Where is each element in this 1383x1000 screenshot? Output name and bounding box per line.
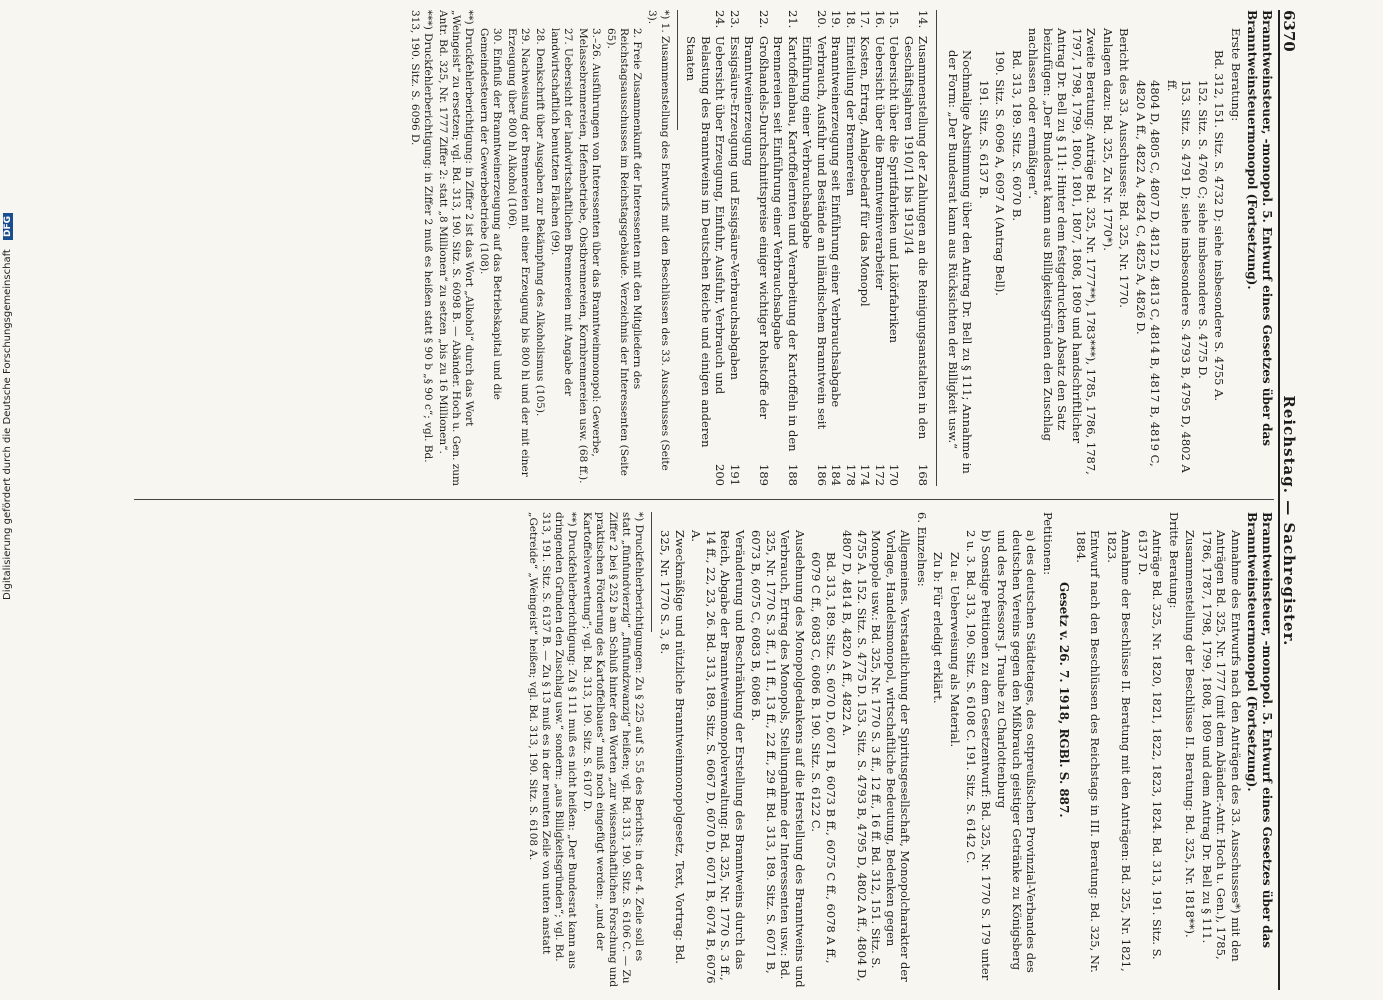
entry-line: Zweite Beratung: Anträge Bd. 325, Nr. 1777**), 1783***), 1785, 1786, 1787, 1797, 1798, 1799, 1800, 1801, 1807, 1808, 1809 und handschriftlicher Antrag Dr. Bell zu § 111: Hinter dem festgedruckten Absatz den Satz beizufügen: „Der Bundesrat kann aus Billigkeitsgründen den Zuschlag nachlassen oder ermäßigen“.: [1026, 28, 1099, 475]
entry-line: Veränderung und Beschränkung der Erstellung des Branntweins durch das Reich, Abgabe der Branntweinmonopolverwaltung: Bd. 325, Nr. 1770 S. 3 ff., 14 ff., 22, 23, 26. Bd. 313, 189. Sitz. S. 6067 D, 6070 D, 6071 B, 6074 B, 6076 A.: [689, 530, 747, 984]
footnote: 3.–26. Ausführungen von Interessenten über das Branntweinmonopol: Gewerbe, Melassebrennereien, Hefenbetriebe, Obstbrennereien, Kornbrennereien usw. (68 ff.).: [577, 28, 602, 484]
entry-line: Zu b: Für erledigt erklärt.: [931, 552, 946, 704]
list-item: 20. Verbrauch, Ausfuhr und Bestände an inländischem Branntwein seit Einführung einer Verbrauchsabgabe 186: [800, 10, 829, 486]
entry-line: Annahme der Beschlüsse II. Beratung mit den Anträgen: Bd. 325, Nr. 1821, 1823.: [1105, 530, 1134, 972]
list-item: 15. Uebersicht über die Spritfabriken und Likörfabriken 170: [887, 10, 902, 486]
subheading: 6. Einzelnes:: [915, 512, 929, 587]
entry-line: Bd. 313, 189. Sitz. S. 6070 B.: [1010, 50, 1024, 222]
footnote: *) 1. Zusammenstellung des Entwurfs mit den Beschlüssen des 33. Ausschusses (Seite 3).: [646, 10, 671, 471]
entry-line: Nochmalige Abstimmung über den Antrag Dr. Bell zu § 111; Annahme in der Form: „Der Bundesrat kann aus Rücksichten der Billigkeit usw.“: [946, 50, 975, 474]
entry-line: Annahme des Entwurfs nach den Anträgen des 33. Ausschusses*) mit den Anträgen Bd. 325, Nr. 1777 (mit dem Abänder.-Antr. Hoch u. Gen.), 1785, 1786, 1787, 1798, 1799, 1808, 1809 und dem Antrag Dr. Bell zu § 111.: [1200, 530, 1243, 962]
entry-line: 153. Sitz. S. 4791 D; siehe insbesondere S. 4793 B, 4795 D, 4802 A ff.: [1165, 80, 1194, 473]
footnotes: [526, 512, 645, 988]
running-title: Reichstag. — Sachregister.: [1280, 395, 1298, 647]
footnote: 30. Einfluß der Branntweinerzeugung auf das Betriebskapital und die Gemeindesteuern der Gewerbebetriebe (108).: [478, 28, 503, 400]
law-reference: Gesetz v. 26. 7. 1918, RGBl. S. 887.: [1057, 582, 1072, 818]
footnote: 2. Freie Zusammenkunft der Interessenten mit den Mitgliedern des Reichstagsausschusses im Reichstagsgebäude. Verzeichnis der Interessenten (Seite 65).: [605, 28, 643, 476]
entry-line: Entwurf nach den Beschlüssen des Reichstags in III. Beratung: Bd. 325, Nr. 1884.: [1074, 530, 1103, 973]
subheading: Petitionen:: [1041, 512, 1055, 576]
entry-line: 4804 D, 4805 C, 4807 D, 4812 D, 4813 C, 4814 B, 4817 B, 4819 C, 4820 A ff., 4822 A, 4824 C, 4825 A, 4826 D.: [1134, 80, 1163, 467]
footnote: **) Druckfehlerberichtigung: in Ziffer 2 ist das Wort „Alkohol“ durch das Wort „Weingeist“ zu ersetzen; vgl. Bd. 313, 190. Sitz. S. 6098 B. — Abänder. Hoch u. Gen. zum Antr. Bd. 325, Nr. 1777 Ziffer 2: statt „8 Millionen“ zu setzen „bis zu 16 Millionen“.: [437, 10, 475, 486]
list-item: 14. Zusammenstellung der Zahlungen an die Reinigungsanstalten in den Geschäftsjahren 1910/11 bis 1913/14 168: [902, 10, 931, 486]
footnote: *) Druckfehlerberichtigungen: Zu § 225 auf S. 55 des Berichts: in der 4. Zeile soll es statt „fünfundvierzig“ „fünfundzwanzig“ heißen; vgl. Bd. 313, 190. Sitz. S. 6106 C. — Zu Ziffer 2 bei § 252 b am Schluß hinter den Worten „zur wissenschaftlichen Forschung und praktischen Förderung des Kartoffelbaues“ muß noch eingefügt werden: „und der Kartoffelverwertung“; vgl. Bd. 313, 190. Sitz. S. 6107 D.: [581, 512, 645, 988]
entry-line: Bd. 312, 151. Sitz. S. 4732 D; siehe insbesondere S. 4755 A.: [1212, 50, 1227, 402]
entry-line: Bericht des 33. Ausschusses: Bd. 325, Nr. 1770.: [1117, 28, 1132, 308]
entry-line: Allgemeines. Verstaatlichung der Spiritusgesellschaft, Monopolcharakter der Vorlage, Handelsmonopol, wirtschaftliche Bedeutung, Bedenken gegen Monopole usw.: Bd. 325, Nr. 1770 S. 3 ff., 12 ff., 16 ff. Bd. 312, 151. Sitz. S. 4755 A. 152. Sitz. S. 4775 D. 153. Sitz. S. 4793 B, 4795 D, 4802 A ff., 4804 D, 4807 D, 4814 B, 4820 A ff., 4822 A.: [840, 530, 913, 982]
dfg-logo: DFG: [3, 213, 13, 240]
list-item: 18. Einteilung der Brennereien 178: [844, 10, 858, 486]
section-heading: Branntweinsteuer, -monopol. 5. Entwurf eines Gesetzes über das Branntweinsteuermonopol (Fortsetzung).: [1245, 512, 1274, 948]
footnote: 29. Nachweisung der Brennereien mit einer Erzeugung bis 800 hl und der mit einer Erzeugung über 800 hl Alkohol (106).: [506, 28, 531, 477]
funding-note: Digitalisierung gefördert durch die Deutsche Forschungsgemeinschaft DFG: [2, 213, 13, 600]
entry-line: Zu a: Ueberweisung als Material.: [948, 552, 962, 748]
list-item: 22. Großhandels-Durchschnittspreise einiger wichtiger Rohstoffe der Branntweinerzeugung 189: [742, 10, 771, 486]
list-item: 16. Uebersicht über die Branntweinverarbeiter 172: [873, 10, 887, 486]
entry-line: Bd. 313, 189. Sitz. S. 6070 D, 6071 B, 6073 B ff., 6075 C ff., 6078 A ff., 6079 C ff., 6083 C, 6086 B. 190. Sitz. S. 6122 C.: [809, 552, 838, 964]
entry-line: Zweckmäßige und nützliche Branntweinmonopolgesetz, Text, Vortrag: Bd. 325, Nr. 1770 S. 3, 8.: [658, 530, 687, 964]
list-item: 17. Kosten, Ertrag, Anlagebedarf für das Monopol 174: [858, 10, 873, 486]
entry-line: Anlagen dazu: Bd. 325, Zu Nr. 1770*).: [1101, 28, 1115, 251]
document-page: [120, 10, 1310, 990]
contents-list: [684, 10, 938, 486]
subheading: Dritte Beratung:: [1167, 512, 1181, 609]
entry-line: 190. Sitz. S. 6096 A, 6097 A (Antrag Bell).: [993, 50, 1008, 296]
footnote: 28. Denkschrift über Ausgaben zur Bekämpfung des Alkoholismus (105).: [534, 28, 546, 417]
list-item: 21. Kartoffelanbau, Kartoffelernten und Verarbeitung der Kartoffeln in den Brennereien seit Einführung einer Verbrauchsabgabe 188: [771, 10, 800, 486]
entry-line: Anträge Bd. 325, Nr. 1820, 1821, 1822, 1823, 1824. Bd. 313, 191. Sitz. S. 6137 D.: [1136, 530, 1165, 960]
column-divider: [134, 499, 1274, 500]
entry-line: 191. Sitz. S. 6137 B.: [977, 80, 991, 199]
footnote: 27. Uebersicht der landwirtschaftlichen Brennereien mit Angabe der landwirtschaftlich benutzten Flächen (99).: [549, 28, 574, 397]
right-column: [524, 512, 1274, 988]
subheading: Erste Beratung:: [1229, 28, 1243, 122]
list-item: 23. Essigsäure-Erzeugung und Essigsäure-Verbrauchsabgaben 191: [728, 10, 742, 486]
footnotes: [408, 10, 671, 486]
entry-line: 152. Sitz. S. 4760 C; siehe insbesondere S. 4775 D.: [1196, 80, 1210, 379]
list-item: 19. Branntweinerzeugung seit Einführung einer Verbrauchsabgabe 184: [829, 10, 844, 486]
page-number: 6370: [1280, 10, 1298, 52]
entry-line: Zusammenstellung der Beschlüsse II. Beratung: Bd. 325, Nr. 1818**).: [1183, 530, 1198, 938]
footnote: ***) Druckfehlerberichtigung: in Ziffer 2 muß es heißen statt § 90 b „§ 90 c“; vgl. Bd. 313, 190. Sitz. S. 6096 D.: [409, 10, 434, 463]
entry-line: Ausdehnung des Monopolgedankens auf die Herstellung des Branntweins und Verbrauch, Ertrag des Monopols, Stellungnahme der Interessenten usw.: Bd. 325, Nr. 1770 S. 3 ff., 11 ff., 13 ff., 22 ff., 29 ff. Bd. 313, 189. Sitz. S. 6071 B, 6073 B, 6075 C, 6083 B, 6086 B.: [749, 530, 807, 988]
section-heading: Branntweinsteuer, -monopol. 5. Entwurf eines Gesetzes über das Branntweinsteuermonopol (Fortsetzung).: [1245, 10, 1274, 446]
left-column: [406, 10, 1274, 486]
list-item: 24. Uebersicht über Erzeugung, Einfuhr, Ausfuhr, Verbrauch und Belastung des Branntweins im Deutschen Reiche und einigen anderen Staaten 200: [684, 10, 728, 486]
footnote: **) Druckfehlerberichtigung: Zu § 111 muß es nicht heißen: „Der Bundesrat kann aus dringenden Gründen den Zuschlag usw.“ sondern: „aus Billigkeitsgründen“; vgl. Bd. 313, 191. Sitz. S. 6137 B. — Zu § 13 muß es in der neunten Zeile von unten anstatt „Getreide“ „Weingeist“ heißen; vgl. Bd. 313, 190. Sitz. S. 6108 A.: [527, 512, 578, 969]
footnote-rule: [677, 10, 678, 130]
footnote-rule: [651, 512, 652, 632]
entry-line: a) des deutschen Städtetages, des ostpreußischen Provinzial-Verbandes des deutschen Vereins gegen den Mißbrauch geistiger Getränke zu Königsberg und des Professors J. Traube zu Charlottenburg: [995, 530, 1039, 973]
entry-line: b) Sonstige Petitionen zu dem Gesetzentwurf: Bd. 325, Nr. 1770 S. 179 unter 2 u. 3. Bd. 313, 190. Sitz. S. 6108 C. 191. Sitz. S. 6142 C.: [964, 530, 993, 981]
page-header: [1278, 10, 1310, 990]
